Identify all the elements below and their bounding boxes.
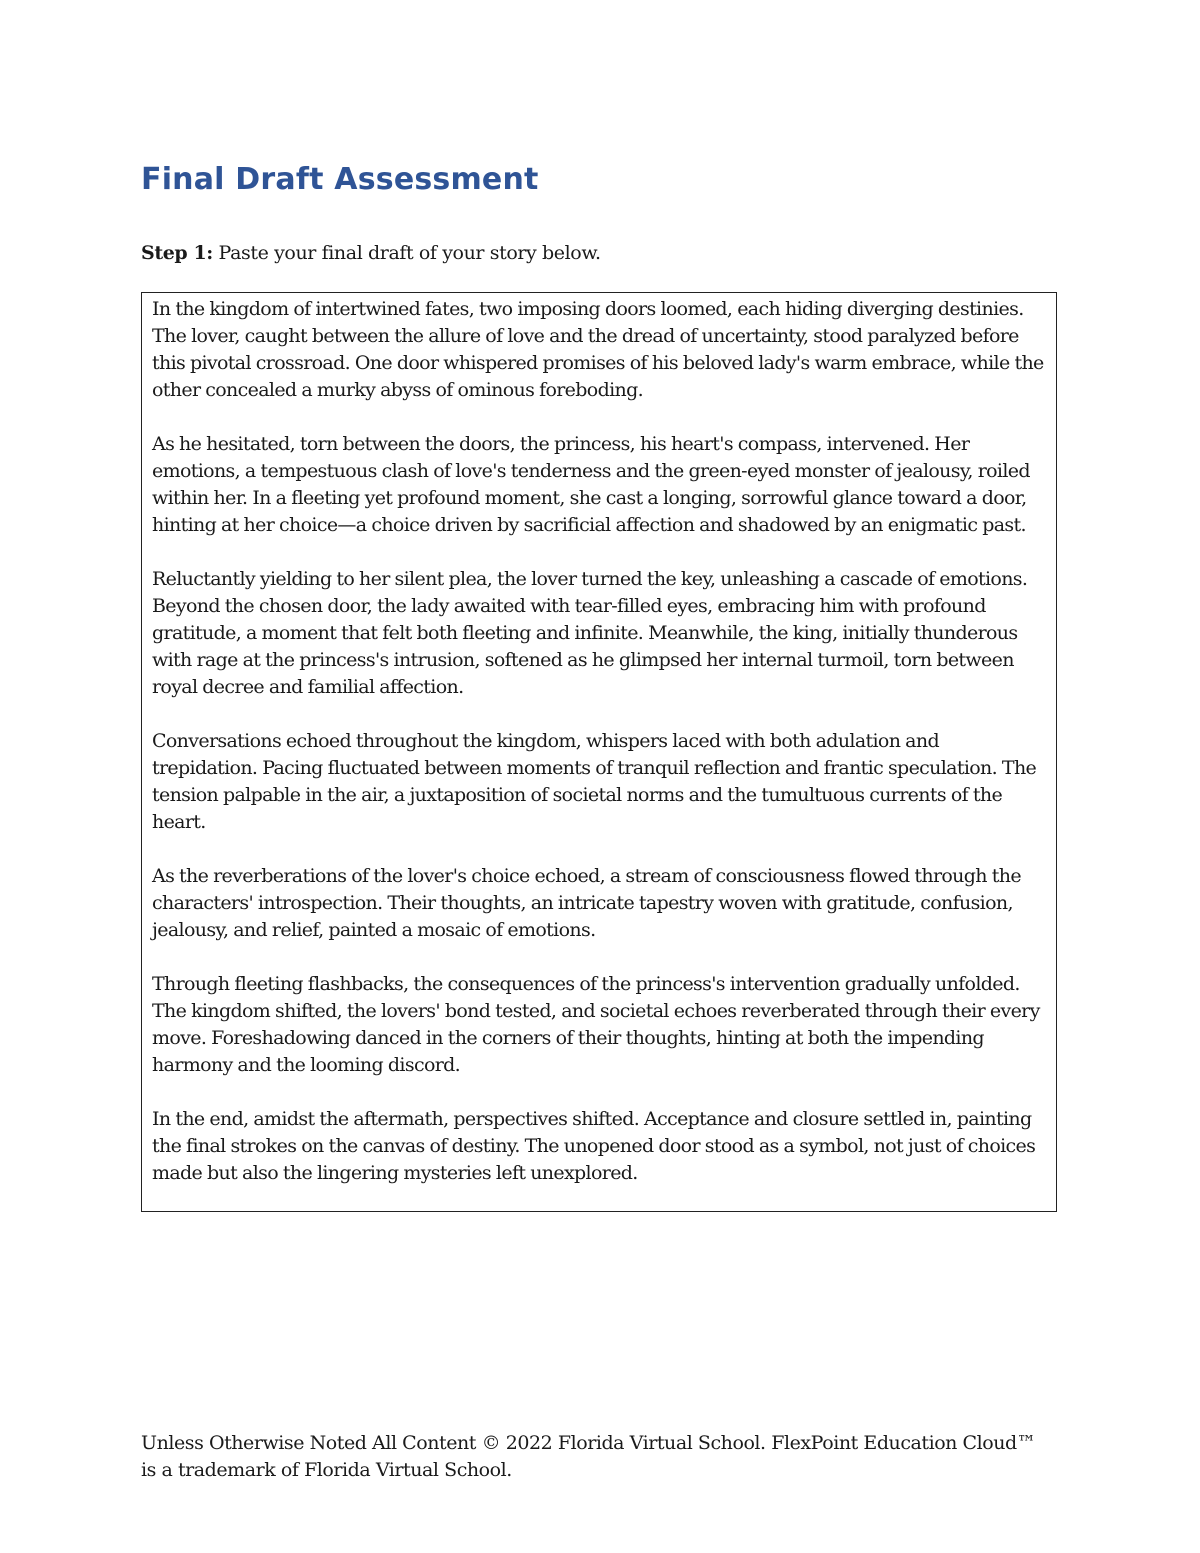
story-paragraph: As he hesitated, torn between the doors, the princess, his heart's compass, intervened. Her emotions, a tempestuous clash of love's tenderness and the green-eyed monster of jealousy, roiled within her. In a fleeting yet profound moment, she cast a longing, sorrowful glance toward a door, hinting at her choice—a choice driven by sacrificial affection and shadowed by an enigmatic past. bbox=[152, 433, 1030, 536]
story-paragraph: Reluctantly yielding to her silent plea, the lover turned the key, unleashing a cascade of emotions. Beyond the chosen door, the lady awaited with tear-filled eyes, embracing him with profound gratitude, a moment that felt both fleeting and infinite. Meanwhile, the king, initially thunderous with rage at the princess's intrusion, softened as he glimpsed her internal turmoil, torn between royal decree and familial affection. bbox=[152, 568, 1028, 698]
page-title: Final Draft Assessment bbox=[141, 162, 539, 197]
step-label: Step 1: bbox=[141, 242, 213, 264]
story-paragraph: Conversations echoed throughout the kingdom, whispers laced with both adulation and trepidation. Pacing fluctuated between moments of tranquil reflection and frantic speculation. The tension palpable in the air, a juxtaposition of societal norms and the tumultuous currents of the heart. bbox=[152, 730, 1037, 833]
copyright-footer: Unless Otherwise Noted All Content © 2022 Florida Virtual School. FlexPoint Education Cloud™ is a trademark of Florida Virtual School. bbox=[141, 1432, 1036, 1481]
story-paragraph: In the kingdom of intertwined fates, two imposing doors loomed, each hiding diverging destinies. The lover, caught between the allure of love and the dread of uncertainty, stood paralyzed before this pivotal crossroad. One door whispered promises of his beloved lady's warm embrace, while the other concealed a murky abyss of ominous foreboding. bbox=[152, 298, 1044, 401]
story-paragraph: Through fleeting flashbacks, the consequences of the princess's intervention gradually unfolded. The kingdom shifted, the lovers' bond tested, and societal echoes reverberated through their every move. Foreshadowing danced in the corners of their thoughts, hinting at both the impending harmony and the looming discord. bbox=[152, 973, 1040, 1076]
step-text: Paste your final draft of your story below. bbox=[212, 242, 601, 264]
story-paragraph: In the end, amidst the aftermath, perspectives shifted. Acceptance and closure settled in, painting the final strokes on the canvas of destiny. The unopened door stood as a symbol, not just of choices made but also the lingering mysteries left unexplored. bbox=[152, 1108, 1036, 1184]
story-paragraph: As the reverberations of the lover's choice echoed, a stream of consciousness flowed through the characters' introspection. Their thoughts, an intricate tapestry woven with gratitude, confusion, jealousy, and relief, painted a mosaic of emotions. bbox=[152, 865, 1021, 941]
step-instruction bbox=[141, 241, 601, 265]
story-text-box[interactable] bbox=[141, 292, 1057, 1212]
